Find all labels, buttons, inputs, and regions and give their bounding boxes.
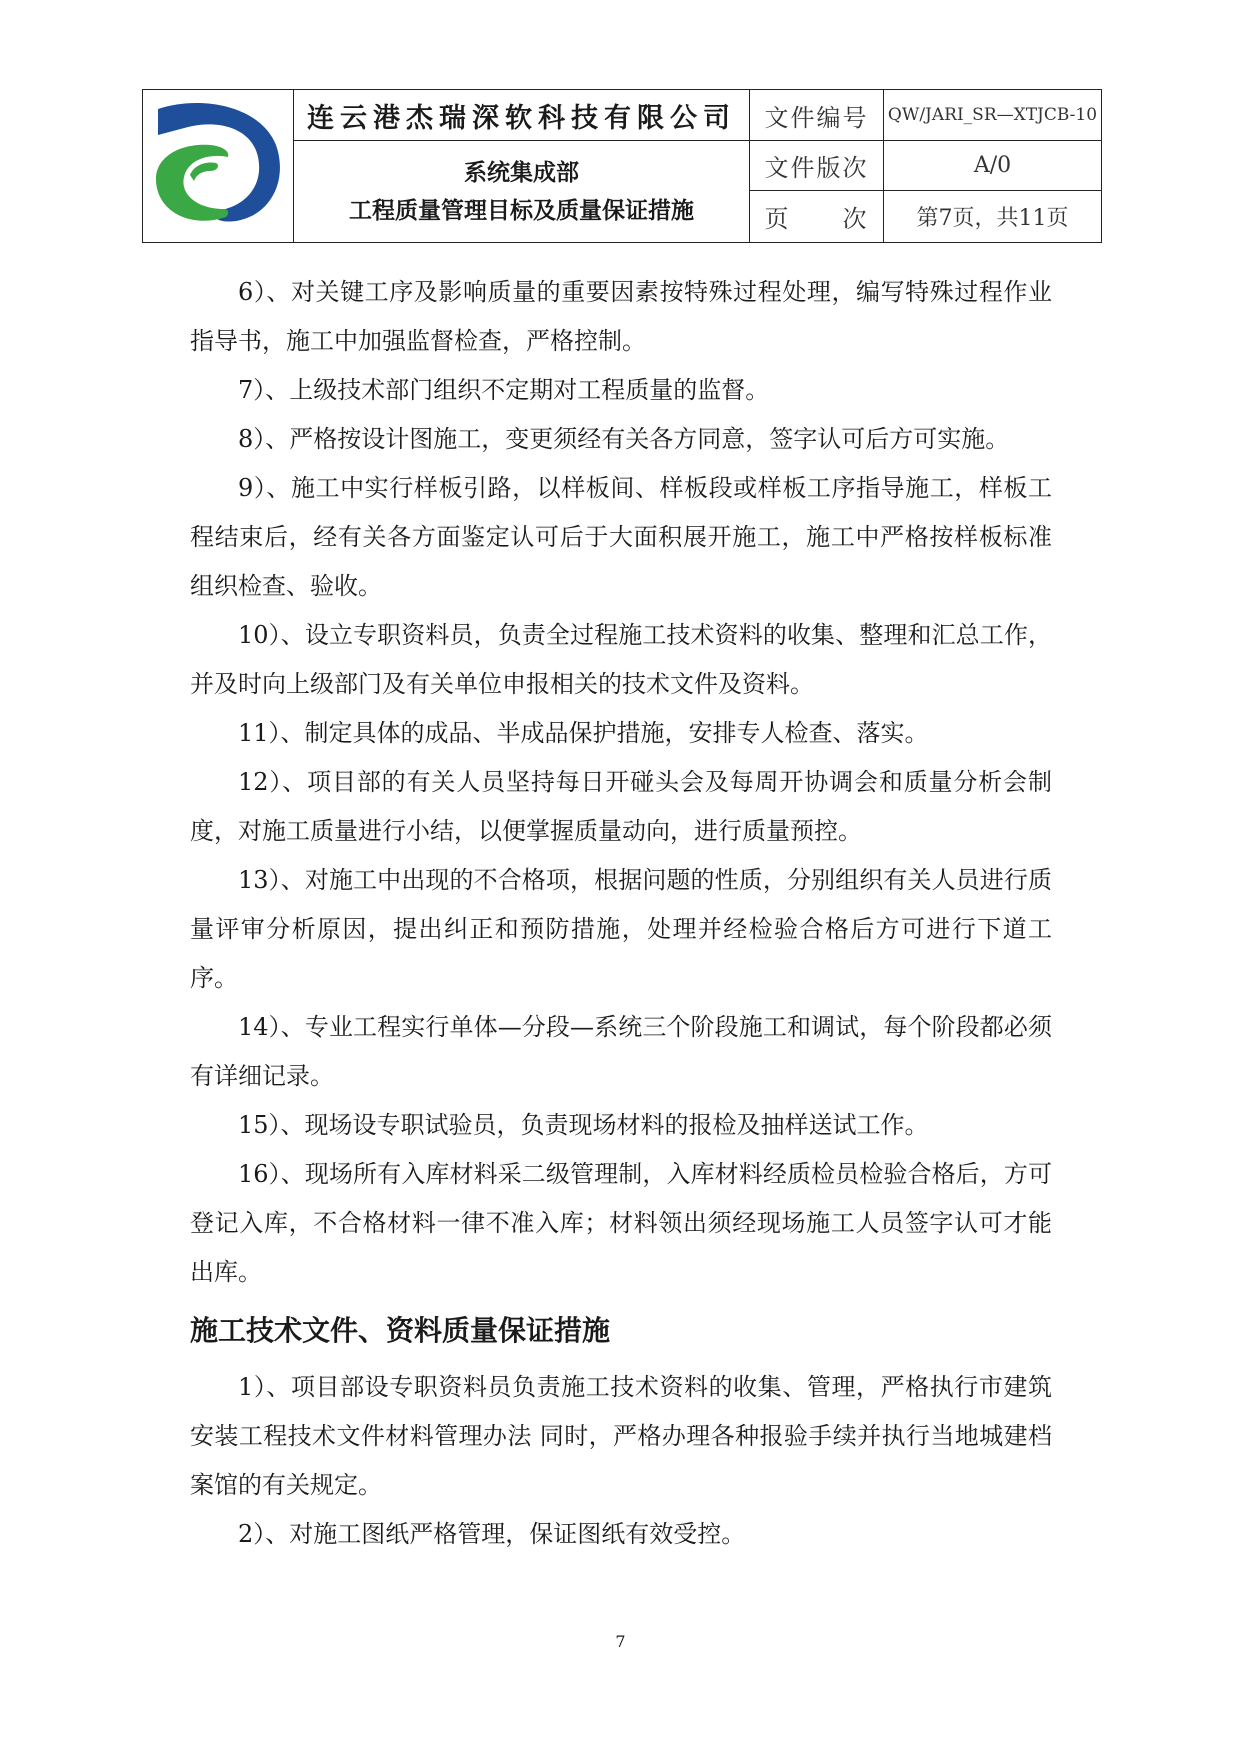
paragraph: 13）、对施工中出现的不合格项，根据问题的性质，分别组织有关人员进行质量评审分析原因，提出纠正和预防措施，处理并经检验合格后方可进行下道工序。: [190, 866, 1052, 992]
paragraph: 6）、对关键工序及影响质量的重要因素按特殊过程处理，编写特殊过程作业指导书，施工中加强监督检查，严格控制。: [190, 278, 1052, 355]
company-name: 连云港杰瑞深软科技有限公司: [294, 90, 750, 141]
paragraph: 15）、现场设专职试验员，负责现场材料的报检及抽样送试工作。: [238, 1111, 929, 1139]
paragraph: 16）、现场所有入库材料采二级管理制，入库材料经质检员检验合格后，方可登记入库，不合格材料一律不准入库；材料领出须经现场施工人员签字认可才能出库。: [190, 1160, 1052, 1286]
paragraph: 7）、上级技术部门组织不定期对工程质量的监督。: [238, 376, 770, 404]
page-label: 页 次: [750, 190, 884, 242]
paragraph: 9）、施工中实行样板引路，以样板间、样板段或样板工序指导施工，样板工程结束后，经有关各方面鉴定认可后于大面积展开施工，施工中严格按样板标准组织检查、验收。: [190, 474, 1052, 600]
document-body: [190, 268, 1052, 1559]
paragraph: 14）、专业工程实行单体—分段—系统三个阶段施工和调试，每个阶段都必须有详细记录。: [190, 1013, 1052, 1090]
page-info-value: 第7页，共11页: [884, 190, 1102, 242]
version-value: A/0: [884, 141, 1102, 191]
company-logo-icon: [150, 99, 286, 229]
paragraph: 10）、设立专职资料员，负责全过程施工技术资料的收集、整理和汇总工作，并及时向上级部门及有关单位申报相关的技术文件及资料。: [190, 621, 1052, 698]
document-title-cell: [294, 141, 750, 243]
paragraph: 12）、项目部的有关人员坚持每日开碰头会及每周开协调会和质量分析会制度，对施工质量进行小结，以便掌握质量动向，进行质量预控。: [190, 768, 1052, 845]
paragraph: 1）、项目部设专职资料员负责施工技术资料的收集、管理，严格执行市建筑安装工程技术文件材料管理办法 同时，严格办理各种报验手续并执行当地城建档案馆的有关规定。: [190, 1373, 1052, 1499]
paragraph: 8）、严格按设计图施工，变更须经有关各方同意，签字认可后方可实施。: [238, 425, 1010, 453]
company-logo-cell: [143, 90, 294, 243]
document-title: 工程质量管理目标及质量保证措施: [349, 196, 694, 224]
page-number: 7: [615, 1632, 626, 1651]
document-header-table: [142, 89, 1102, 243]
paragraph: 2）、对施工图纸严格管理，保证图纸有效受控。: [238, 1520, 746, 1548]
file-number-label: 文件编号: [750, 90, 884, 141]
file-number-value: QW/JARI_SR—XTJCB-10: [884, 90, 1102, 141]
department-name: 系统集成部: [464, 158, 579, 186]
paragraph: 11）、制定具体的成品、半成品保护措施，安排专人检查、落实。: [238, 719, 929, 747]
version-label: 文件版次: [750, 141, 884, 191]
section-heading: 施工技术文件、资料质量保证措施: [190, 1314, 611, 1347]
